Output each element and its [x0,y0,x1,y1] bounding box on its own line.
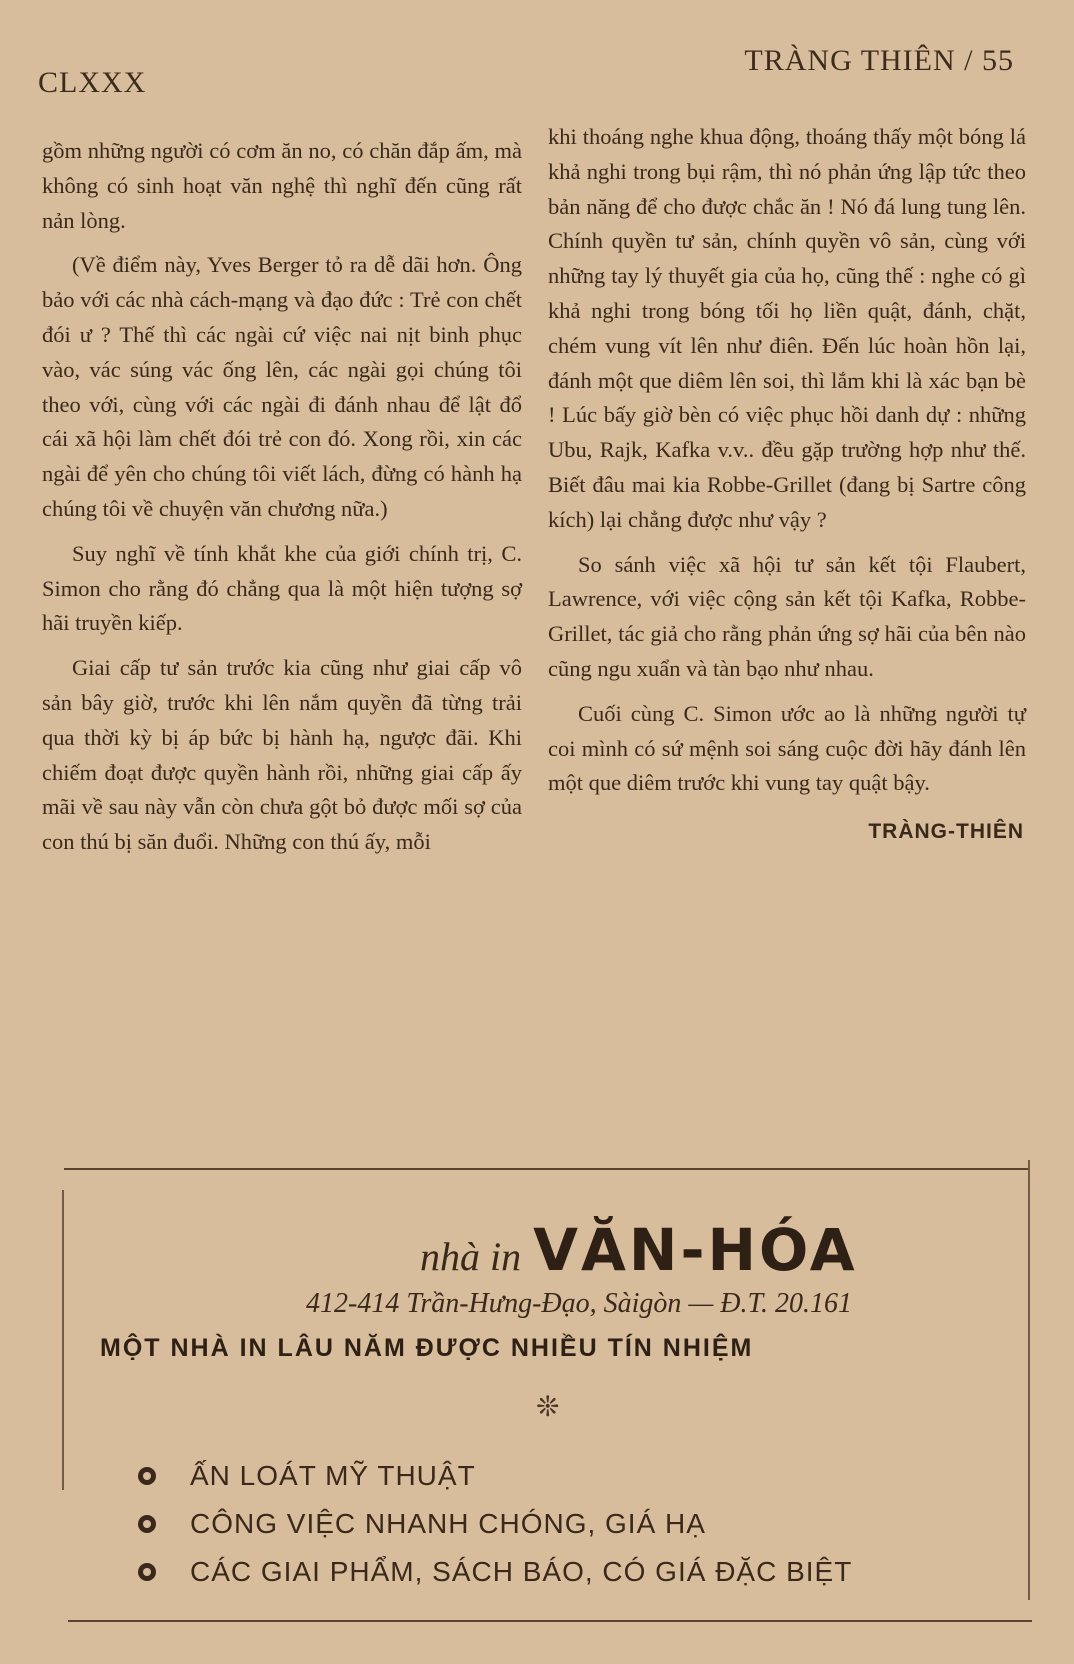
service-label: CÁC GIAI PHẨM, SÁCH BÁO, CÓ GIÁ ĐẶC BIỆT [190,1556,853,1587]
ornament-icon: ❊ [536,1390,560,1423]
paragraph: Giai cấp tư sản trước kia cũng như giai cấp vô sản bây giờ, trước khi lên nắm quyền đã từng trải qua thời kỳ bị áp bức bị hành hạ, ngược đãi. Khi chiếm đoạt được quyền hành rồi, những giai cấp ấy mãi về sau này vẫn còn chưa gột bỏ được mối sợ của con thú bị săn đuổi. Những con thú ấy, mỗi [42,655,522,855]
ad-slogan: MỘT NHÀ IN LÂU NĂM ĐƯỢC NHIỀU TÍN NHIỆM [100,1334,754,1362]
ad-address: 412-414 Trần-Hưng-Đạo, Sàigòn — Đ.T. 20.161 [306,1288,852,1319]
ad-border-left [62,1190,64,1490]
ad-title-brand: VĂN-HÓA [533,1216,858,1284]
left-text-column [42,134,522,860]
list-item [138,1548,852,1596]
paragraph: gồm những người có cơm ăn no, có chăn đắp ấm, mà không có sinh hoạt văn nghệ thì nghĩ đến cũng rất nản lòng. [42,138,522,233]
ad-border-bottom [68,1620,1032,1622]
ad-services-list [138,1452,852,1596]
section-folio: CLXXX [38,66,147,99]
paragraph: (Về điểm này, Yves Berger tỏ ra dễ dãi hơn. Ông bảo với các nhà cách-mạng và đạo đức : Trẻ con chết đói ư ? Thế thì các ngài cứ việc nai nịt binh phục vào, vác súng vác ống lên, các ngài gọi chúng tôi theo với, cùng với các ngài đi đánh nhau để lật đổ cái xã hội làm chết đói trẻ con đó. Xong rồi, xin các ngài để yên cho chúng tôi viết lách, đừng có hành hạ chúng tôi về chuyện văn chương nữa.) [42,252,522,521]
bullet-icon [138,1563,156,1581]
running-header: TRÀNG THIÊN / 55 [744,44,1014,77]
author-signature: TRÀNG-THIÊN [868,820,1024,844]
ad-border-right [1028,1160,1030,1600]
paragraph: So sánh việc xã hội tư sản kết tội Flaubert, Lawrence, với việc cộng sản kết tội Kafka, Robbe-Grillet, tác giả cho rằng phản ứng sợ hãi của bên nào cũng ngu xuẩn và tàn bạo như nhau. [548,551,1026,681]
bullet-icon [138,1515,156,1533]
service-label: CÔNG VIỆC NHANH CHÓNG, GIÁ HẠ [190,1508,706,1539]
list-item [138,1452,852,1500]
bullet-icon [138,1467,156,1485]
ad-border-top [64,1168,1028,1170]
service-label: ẤN LOÁT MỸ THUẬT [190,1460,476,1491]
paragraph: khi thoáng nghe khua động, thoáng thấy một bóng lá khả nghi trong bụi rậm, thì nó phản ứng lập tức theo bản năng để cho được chắc ăn ! Nó đá lung tung lên. Chính quyền tư sản, chính quyền vô sản, cùng với những tay lý thuyết gia của họ, cũng thế : nghe có gì khả nghi trong bóng tối họ liền quật, đánh, chặt, chém vung vít lên như điên. Đến lúc hoàn hồn lại, đánh một que diêm lên soi, thì lắm khi là xác bạn bè ! Lúc bấy giờ bèn có việc phục hồi danh dự : những Ubu, Rajk, Kafka v.v.. đều gặp trường hợp như thế. Biết đâu mai kia Robbe-Grillet (đang bị Sartre công kích) lại chẳng được như vậy ? [548,124,1026,532]
paragraph: Cuối cùng C. Simon ước ao là những người tự coi mình có sứ mệnh soi sáng cuộc đời hãy đánh lên một que diêm trước khi vung tay quật bậy. [548,700,1026,796]
paragraph: Suy nghĩ về tính khắt khe của giới chính trị, C. Simon cho rằng đó chẳng qua là một hiện tượng sợ hãi truyền kiếp. [42,540,522,636]
right-text-column [548,120,1026,850]
ad-title-prefix: nhà in [420,1234,522,1279]
printer-ad-title [420,1216,858,1284]
list-item [138,1500,852,1548]
